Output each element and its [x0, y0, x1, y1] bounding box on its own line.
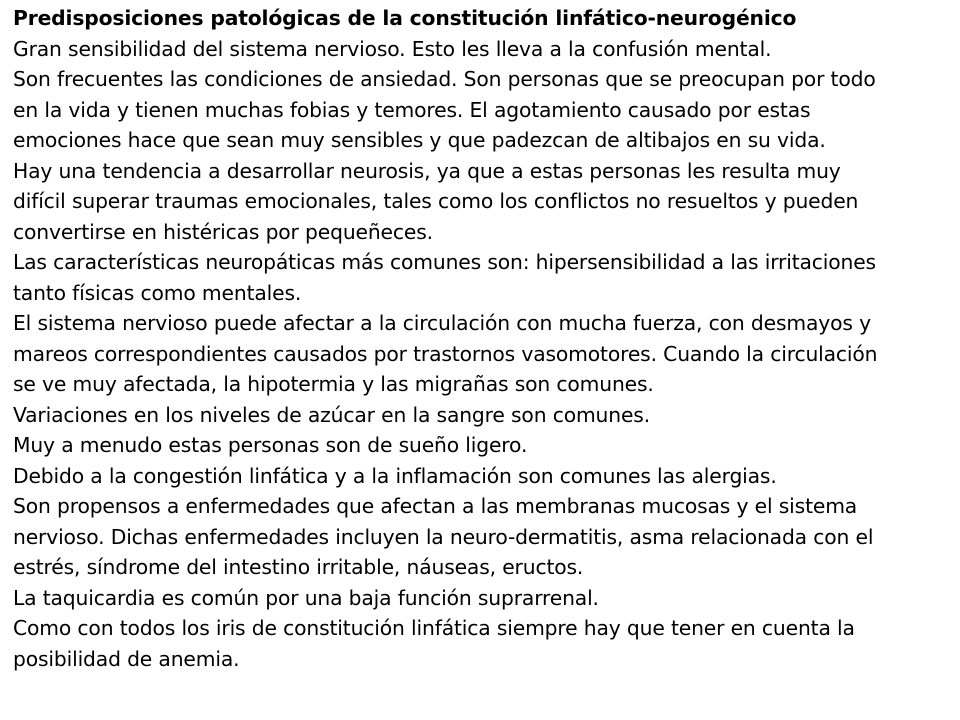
text-body	[13, 3, 953, 674]
text-line: Son frecuentes las condiciones de ansiedad. Son personas que se preocupan por todo	[13, 67, 876, 91]
text-line: convertirse en histéricas por pequeñeces.	[13, 219, 433, 244]
text-line: se ve muy afectada, la hipotermia y las migrañas son comunes.	[13, 372, 654, 396]
text-line: emociones hace que sean muy sensibles y que padezcan de altibajos en su vida.	[13, 128, 826, 152]
text-line: Muy a menudo estas personas son de sueño ligero.	[13, 433, 528, 457]
text-line: posibilidad de anemia.	[13, 646, 240, 671]
text-line: Hay una tendencia a desarrollar neurosis, ya que a estas personas les resulta muy	[13, 158, 841, 183]
text-line: Debido a la congestión linfática y a la inflamación son comunes las alergias.	[13, 463, 777, 488]
text-line: La taquicardia es común por una baja función suprarrenal.	[13, 585, 599, 610]
text-line: Gran sensibilidad del sistema nervioso. Esto les lleva a la confusión mental.	[13, 36, 772, 61]
text-line: Son propensos a enfermedades que afectan a las membranas mucosas y el sistema	[13, 494, 858, 518]
text-line: Las características neuropáticas más comunes son: hipersensibilidad a las irritaciones	[13, 250, 876, 274]
text-line: en la vida y tienen muchas fobias y temores. El agotamiento causado por estas	[13, 97, 811, 122]
text-line: tanto físicas como mentales.	[13, 280, 302, 305]
text-line: Variaciones en los niveles de azúcar en la sangre son comunes.	[13, 402, 651, 427]
text-line: estrés, síndrome del intestino irritable, náuseas, eructos.	[13, 555, 584, 579]
text-line: difícil superar traumas emocionales, tales como los conflictos no resueltos y pueden	[13, 189, 859, 213]
text-line: mareos correspondientes causados por trastornos vasomotores. Cuando la circulación	[13, 341, 878, 366]
text-line: El sistema nervioso puede afectar a la circulación con mucha fuerza, con desmayos y	[13, 311, 871, 335]
text-line: nervioso. Dichas enfermedades incluyen la neuro-dermatitis, asma relacionada con el	[13, 524, 874, 549]
text-line: Como con todos los iris de constitución linfática siempre hay que tener en cuenta la	[13, 616, 855, 640]
slide-title: Predisposiciones patológicas de la constitución linfático-neurogénico	[13, 6, 797, 30]
